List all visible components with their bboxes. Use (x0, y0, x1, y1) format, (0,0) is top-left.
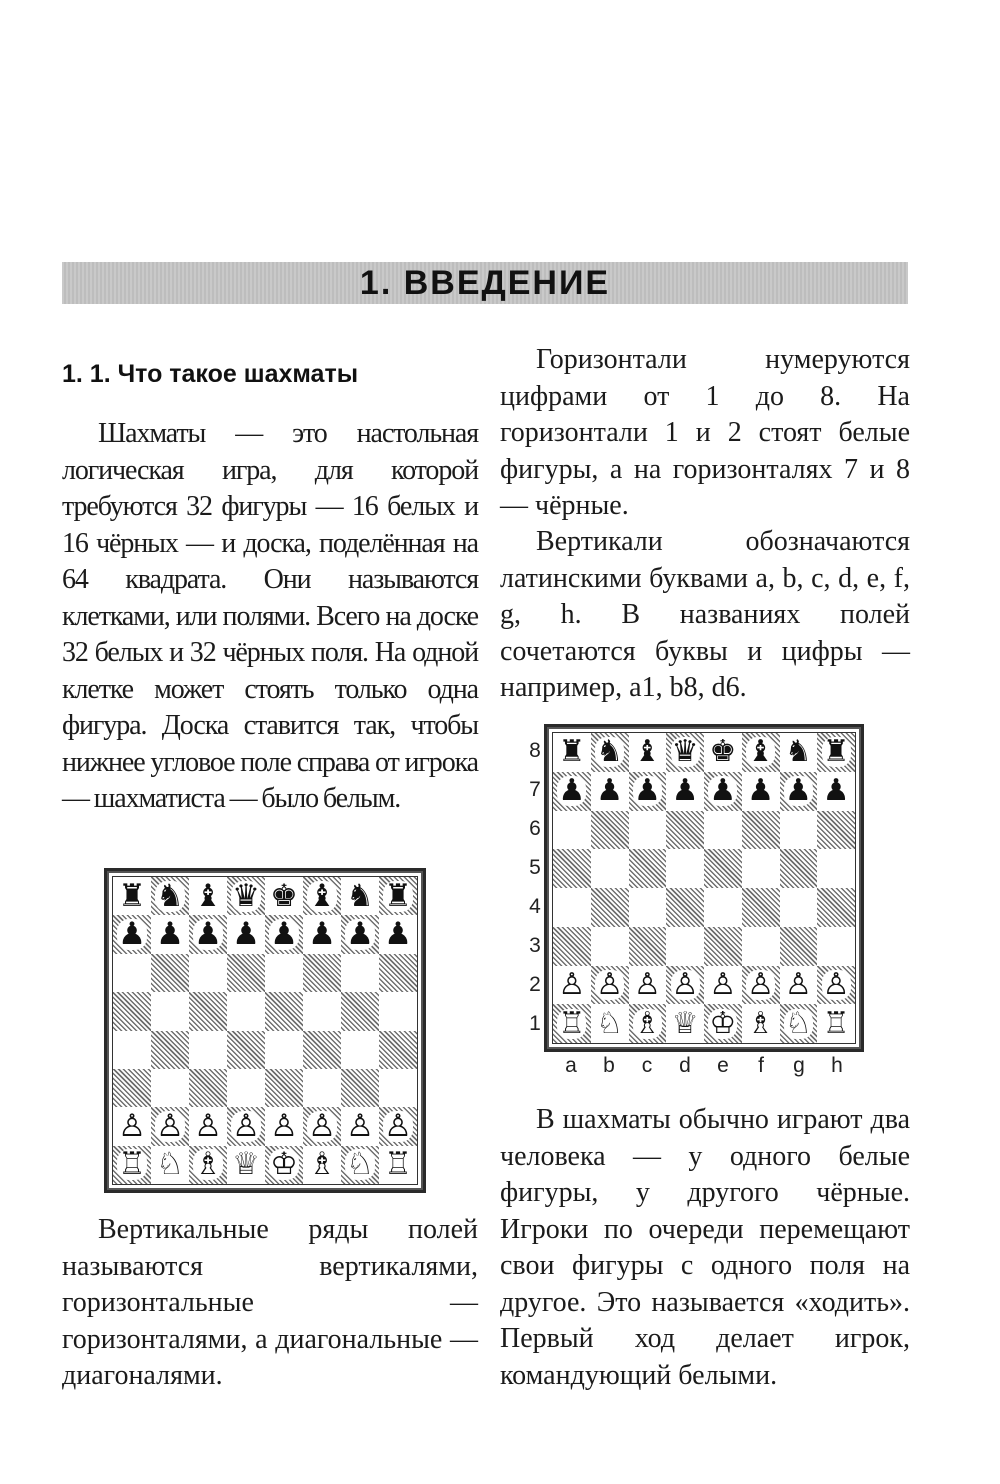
board-square (780, 966, 818, 1005)
paragraph-how-to-play: В шахматы обычно играют два человека — у одного белые фигуры, у другого чёрные. Игроки по очереди перемещают свои фигуры с одного поля на другое. Это называется «ходить». Первый ход делает игрок, командующий белыми. (500, 1104, 910, 1391)
paragraph-chess-definition: Шахматы — это настольная логическая игра, для которой требуются 32 фигуры — 16 белых и 16 чёрных — и доска, поделённая на 64 квадрата. Они называются клетками, или полями. Всего на доске 32 белых и 32 чёрных поля. На одной клетке может стоять только одна фигура. Доска ставится так, чтобы нижнее угловое поле справа от игрока — шахматиста — было белым. (62, 418, 478, 814)
board-square (113, 877, 151, 915)
chess-piece-icon: ♝ (308, 877, 336, 914)
chess-piece-icon: ♜ (118, 877, 146, 914)
board-square (341, 915, 379, 953)
board-square (553, 733, 591, 772)
rank-label: 7 (529, 777, 541, 801)
section-heading: 1. 1. Что такое шахматы (62, 360, 359, 388)
board-square (817, 888, 855, 927)
board-square (303, 1146, 341, 1184)
board-square (780, 733, 818, 772)
chess-piece-icon: ♖ (118, 1146, 146, 1183)
chess-piece-icon: ♟ (346, 916, 374, 953)
board-square (113, 915, 151, 953)
board-square (265, 1107, 303, 1145)
board-square (189, 877, 227, 915)
chess-piece-icon: ♕ (232, 1146, 260, 1183)
board-square (780, 849, 818, 888)
board-square (704, 733, 742, 772)
board-square (379, 877, 417, 915)
board-square (780, 1004, 818, 1043)
chess-piece-icon: ♙ (346, 1107, 374, 1144)
chess-piece-icon: ♗ (633, 1005, 661, 1041)
paragraph-board-lines: Вертикальные ряды полей называются вертикалями, горизонтальные — горизонталями, а диагональные — диагоналями. (62, 1214, 478, 1391)
board-square (704, 1004, 742, 1043)
board-square (553, 888, 591, 927)
rank-label: 6 (529, 816, 541, 840)
chess-piece-icon: ♕ (671, 1005, 699, 1041)
chess-piece-icon: ♞ (596, 734, 624, 770)
board-square (303, 954, 341, 992)
rank-label: 2 (529, 972, 541, 996)
board-square (227, 877, 265, 915)
file-labels (552, 1052, 856, 1080)
chess-piece-icon: ♜ (822, 734, 850, 770)
board-square (666, 927, 704, 966)
chess-piece-icon: ♟ (633, 773, 661, 809)
board-square (591, 811, 629, 850)
board-square (189, 954, 227, 992)
board-square (591, 1004, 629, 1043)
board-square (553, 772, 591, 811)
chess-piece-icon: ♙ (633, 966, 661, 1002)
chess-piece-icon: ♔ (270, 1146, 298, 1183)
board-square (151, 877, 189, 915)
board-square (704, 888, 742, 927)
chess-piece-icon: ♖ (822, 1005, 850, 1041)
board-square (742, 811, 780, 850)
chess-piece-icon: ♟ (232, 916, 260, 953)
board-square (303, 992, 341, 1030)
board-square (379, 992, 417, 1030)
chess-piece-icon: ♙ (784, 966, 812, 1002)
board-square (817, 811, 855, 850)
chess-piece-icon: ♗ (194, 1146, 222, 1183)
board-square (666, 772, 704, 811)
board-square (303, 1107, 341, 1145)
chess-piece-icon: ♟ (308, 916, 336, 953)
board-square (303, 1069, 341, 1107)
paragraph-files: Вертикали обозначаются латинскими буквами a, b, c, d, e, f, g, h. В названиях полей сочетаются буквы и цифры — например, a1, b8, d6. (500, 526, 910, 703)
chess-piece-icon: ♚ (270, 877, 298, 914)
board-square (591, 888, 629, 927)
board-square (265, 915, 303, 953)
chess-piece-icon: ♟ (194, 916, 222, 953)
board-square (113, 1031, 151, 1069)
board-square (303, 877, 341, 915)
board-square (742, 1004, 780, 1043)
board-square (151, 1031, 189, 1069)
chess-piece-icon: ♟ (384, 916, 412, 953)
board-square (265, 992, 303, 1030)
board-square (265, 1146, 303, 1184)
board-square (553, 927, 591, 966)
board-square (303, 1031, 341, 1069)
board-square (780, 888, 818, 927)
chess-piece-icon: ♝ (633, 734, 661, 770)
board-square (742, 927, 780, 966)
rank-label: 4 (529, 894, 541, 918)
board-square (189, 1069, 227, 1107)
chess-piece-icon: ♞ (156, 877, 184, 914)
board-square (379, 1107, 417, 1145)
chess-piece-icon: ♗ (308, 1146, 336, 1183)
file-label: b (603, 1054, 615, 1077)
board-square (227, 954, 265, 992)
chess-piece-icon: ♞ (346, 877, 374, 914)
board-square (742, 849, 780, 888)
chess-piece-icon: ♟ (709, 773, 737, 809)
board-square (704, 772, 742, 811)
chess-piece-icon: ♛ (671, 734, 699, 770)
chess-piece-icon: ♟ (822, 773, 850, 809)
board-square (227, 1107, 265, 1145)
board-square (666, 849, 704, 888)
board-square (113, 992, 151, 1030)
board-square (341, 877, 379, 915)
chess-piece-icon: ♔ (709, 1005, 737, 1041)
board-square (780, 772, 818, 811)
chess-piece-icon: ♝ (194, 877, 222, 914)
rank-label: 1 (529, 1011, 541, 1035)
board-square (553, 1004, 591, 1043)
board-square (666, 733, 704, 772)
board-square (379, 954, 417, 992)
board-square (591, 966, 629, 1005)
chess-piece-icon: ♘ (784, 1005, 812, 1041)
chess-piece-icon: ♙ (709, 966, 737, 1002)
chess-piece-icon: ♜ (558, 734, 586, 770)
file-label: g (793, 1054, 805, 1077)
chapter-title: 1. ВВЕДЕНИЕ (359, 263, 611, 302)
board-square (227, 992, 265, 1030)
chess-piece-icon: ♙ (232, 1107, 260, 1144)
board-square (227, 1031, 265, 1069)
file-label: d (679, 1054, 691, 1077)
board-square (780, 927, 818, 966)
board-square (379, 1146, 417, 1184)
board-square (189, 1107, 227, 1145)
board-square (265, 954, 303, 992)
chess-piece-icon: ♙ (384, 1107, 412, 1144)
board-square (817, 733, 855, 772)
board-square (265, 1031, 303, 1069)
board-square (591, 927, 629, 966)
board-square (629, 927, 667, 966)
board-square (666, 966, 704, 1005)
board-square (341, 954, 379, 992)
board-grid (552, 732, 856, 1044)
file-label: a (565, 1054, 577, 1077)
board-square (379, 1031, 417, 1069)
board-square (817, 927, 855, 966)
board-square (379, 1069, 417, 1107)
board-square (189, 1031, 227, 1069)
chess-piece-icon: ♙ (270, 1107, 298, 1144)
board-square (303, 915, 341, 953)
chess-piece-icon: ♙ (558, 966, 586, 1002)
rank-label: 5 (529, 855, 541, 879)
chess-piece-icon: ♟ (270, 916, 298, 953)
board-square (341, 1031, 379, 1069)
chess-piece-icon: ♚ (709, 734, 737, 770)
file-label: e (717, 1054, 729, 1077)
board-square (629, 849, 667, 888)
chessboard-labeled (544, 724, 864, 1052)
board-square (341, 1069, 379, 1107)
board-square (553, 811, 591, 850)
file-label: f (758, 1054, 764, 1077)
chess-piece-icon: ♜ (384, 877, 412, 914)
board-grid (112, 876, 418, 1185)
board-square (591, 772, 629, 811)
board-square (704, 849, 742, 888)
chess-piece-icon: ♘ (156, 1146, 184, 1183)
board-square (265, 877, 303, 915)
chapter-header-bar (62, 262, 908, 304)
board-square (704, 927, 742, 966)
chess-piece-icon: ♟ (558, 773, 586, 809)
board-square (742, 733, 780, 772)
board-square (742, 772, 780, 811)
chess-piece-icon: ♙ (118, 1107, 146, 1144)
file-label: c (641, 1054, 653, 1077)
board-square (151, 954, 189, 992)
board-square (189, 1146, 227, 1184)
chess-piece-icon: ♟ (784, 773, 812, 809)
board-square (629, 888, 667, 927)
board-square (341, 1107, 379, 1145)
board-square (227, 1069, 265, 1107)
chess-piece-icon: ♙ (747, 966, 775, 1002)
chess-piece-icon: ♟ (671, 773, 699, 809)
chess-piece-icon: ♙ (596, 966, 624, 1002)
board-square (666, 888, 704, 927)
board-square (151, 992, 189, 1030)
board-square (227, 915, 265, 953)
board-square (629, 1004, 667, 1043)
board-square (591, 849, 629, 888)
board-square (151, 1069, 189, 1107)
chess-piece-icon: ♟ (118, 916, 146, 953)
board-square (666, 811, 704, 850)
chess-piece-icon: ♙ (671, 966, 699, 1002)
board-square (151, 1146, 189, 1184)
chess-piece-icon: ♙ (308, 1107, 336, 1144)
board-square (553, 966, 591, 1005)
chess-piece-icon: ♙ (156, 1107, 184, 1144)
board-square (704, 966, 742, 1005)
chess-piece-icon: ♙ (194, 1107, 222, 1144)
chess-piece-icon: ♟ (596, 773, 624, 809)
chess-piece-icon: ♞ (784, 734, 812, 770)
chess-piece-icon: ♘ (596, 1005, 624, 1041)
board-square (817, 849, 855, 888)
board-square (629, 966, 667, 1005)
board-square (591, 733, 629, 772)
board-square (189, 915, 227, 953)
board-square (113, 1069, 151, 1107)
file-label: h (831, 1054, 843, 1077)
board-square (817, 772, 855, 811)
board-square (629, 811, 667, 850)
board-square (265, 1069, 303, 1107)
board-square (341, 992, 379, 1030)
board-square (780, 811, 818, 850)
board-square (113, 1146, 151, 1184)
board-square (227, 1146, 265, 1184)
board-square (189, 992, 227, 1030)
board-square (113, 954, 151, 992)
board-square (553, 849, 591, 888)
board-square (341, 1146, 379, 1184)
board-square (629, 733, 667, 772)
chess-piece-icon: ♟ (156, 916, 184, 953)
board-square (817, 966, 855, 1005)
chess-piece-icon: ♝ (747, 734, 775, 770)
board-square (151, 1107, 189, 1145)
board-square (704, 811, 742, 850)
chess-piece-icon: ♛ (232, 877, 260, 914)
board-square (113, 1107, 151, 1145)
chess-piece-icon: ♖ (558, 1005, 586, 1041)
chess-piece-icon: ♘ (346, 1146, 374, 1183)
chess-piece-icon: ♟ (747, 773, 775, 809)
board-square (379, 915, 417, 953)
chess-piece-icon: ♗ (747, 1005, 775, 1041)
chess-piece-icon: ♙ (822, 966, 850, 1002)
chess-piece-icon: ♖ (384, 1146, 412, 1183)
board-square (742, 966, 780, 1005)
board-square (666, 1004, 704, 1043)
chessboard-plain (104, 868, 426, 1193)
rank-label: 8 (529, 738, 541, 762)
board-square (151, 915, 189, 953)
board-square (629, 772, 667, 811)
rank-label: 3 (529, 933, 541, 957)
paragraph-ranks: Горизонтали нумеруются цифрами от 1 до 8. На горизонтали 1 и 2 стоят белые фигуры, а на горизонталях 7 и 8 — чёрные. (500, 344, 910, 521)
board-square (817, 1004, 855, 1043)
board-square (742, 888, 780, 927)
